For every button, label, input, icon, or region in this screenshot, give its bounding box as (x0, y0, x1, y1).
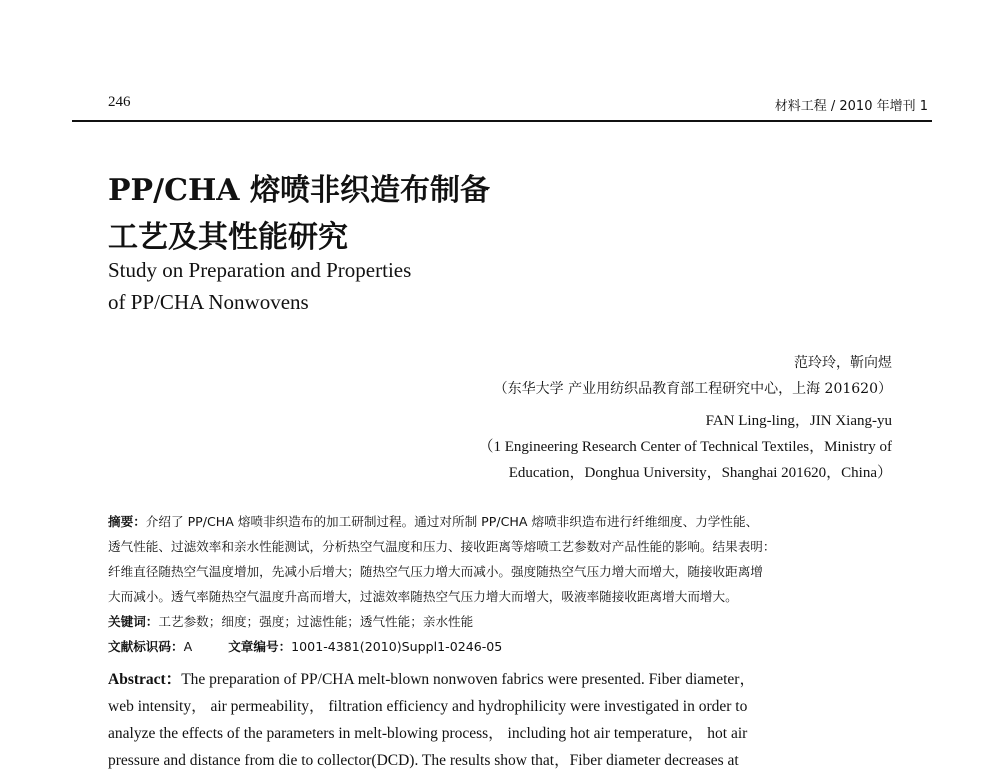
abstract-en-line1 (108, 667, 755, 689)
keywords-value: 工艺参数；细度；强度；过滤性能；透气性能；亲水性能 (158, 614, 474, 629)
abstract-cn-line4: 大而减小。透气率随热空气温度升高而增大，过滤效率随热空气压力增大而增大，吸液率随接收距离增大而增大。 (108, 589, 738, 604)
abstract-cn-line1 (108, 511, 758, 530)
doc-code-label: 文献标识码： (108, 639, 184, 654)
doc-code-value: A (183, 639, 193, 654)
article-number-value: 1001-4381(2010)Suppl1-0246-05 (291, 639, 503, 654)
page-number: 246 (108, 94, 131, 110)
abstract-cn-label: 摘要： (108, 514, 146, 529)
abstract-en-line3: analyze the effects of the parameters in melt-blowing process， including hot air temperature， hot air (108, 725, 748, 742)
header-rule (72, 120, 932, 122)
affiliation-en-line2: Education，Donghua University，Shanghai 201620，China） (508, 465, 892, 481)
title-en-line2: of PP/CHA Nonwovens (108, 290, 309, 314)
affiliation-en-line1: （1 Engineering Research Center of Technical Textiles，Ministry of (478, 439, 892, 455)
keywords (108, 611, 473, 630)
article-number-label: 文章编号： (228, 639, 292, 654)
authors-cn: 范玲玲，靳向煜 (794, 355, 892, 371)
abstract-cn-line2: 透气性能、过滤效率和亲水性能测试，分析热空气温度和压力、接收距离等熔喷工艺参数对产品性能的影响。结果表明： (108, 539, 776, 554)
abstract-cn-text: 介绍了 PP/CHA 熔喷非织造布的加工研制过程。通过对所制 PP/CHA 熔喷非织造布进行纤维细度、力学性能、 (145, 514, 759, 529)
abstract-en-label: Abstract： (108, 671, 182, 688)
abstract-en-line2: web intensity， air permeability， filtration efficiency and hydrophilicity were investigated in order to (108, 698, 748, 715)
abstract-en-text: The preparation of PP/CHA melt-blown nonwoven fabrics were presented. Fiber diameter， (181, 671, 755, 688)
title-en-line1: Study on Preparation and Properties (108, 258, 412, 282)
title-cn-line1: PP/CHA 熔喷非织造布制备 (108, 173, 491, 208)
affiliation-cn: （东华大学 产业用纺织品教育部工程研究中心，上海 201620） (493, 381, 892, 397)
authors-en: FAN Ling-ling，JIN Xiang-yu (705, 413, 892, 429)
keywords-label: 关键词： (108, 614, 159, 629)
journal-info: 材料工程 / 2010 年增刊 1 (774, 99, 928, 114)
abstract-en-line4: pressure and distance from die to collector(DCD). The results show that，Fiber diameter decreases at (108, 752, 739, 769)
title-cn-line2: 工艺及其性能研究 (108, 220, 348, 255)
document-codes (108, 636, 502, 655)
abstract-cn-line3: 纤维直径随热空气温度增加，先减小后增大；随热空气压力增大而减小。强度随热空气压力增大而增大，随接收距离增 (108, 564, 763, 579)
